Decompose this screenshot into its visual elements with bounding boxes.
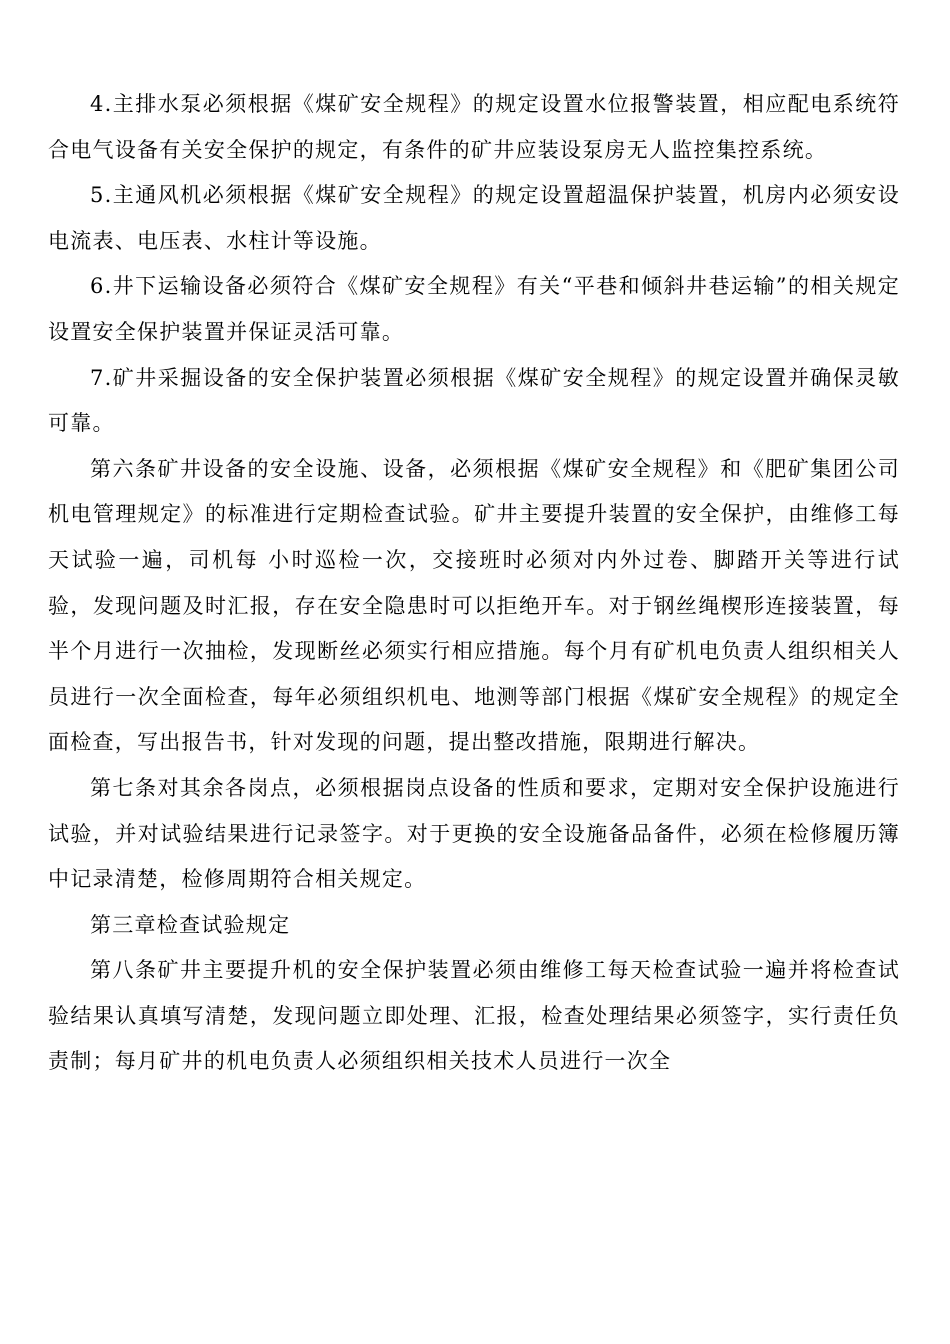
paragraph-mining-equipment: 7.矿井采掘设备的安全保护装置必须根据《煤矿安全规程》的规定设置并确保灵敏可靠。 [48, 365, 900, 436]
paragraph-article-8: 第八条矿井主要提升机的安全保护装置必须由维修工每天检查试验一遍并将检查试验结果认真填写清楚，发现问题立即处理、汇报，检查处理结果必须签字，实行责任负责制；每月矿井的机电负责人必须组织相关技术人员进行一次全 [48, 958, 900, 1074]
paragraph-article-6: 第六条矿井设备的安全设施、设备，必须根据《煤矿安全规程》和《肥矿集团公司机电管理规定》的标准进行定期检查试验。矿井主要提升装置的安全保护，由维修工每天试验一遍，司机每 小时巡检一次，交接班时必须对内外过卷、脚踏开关等进行试验，发现问题及时汇报，存在安全隐患时可以拒绝开车。对于钢丝绳楔形连接装置，每半个月进行一次抽检，发现断丝必须实行相应措施。每个月有矿机电负责人组织相关人员进行一次全面检查，每年必须组织机电、地测等部门根据《煤矿安全规程》的规定全面检查，写出报告书，针对发现的问题，提出整改措施，限期进行解决。 [48, 456, 900, 755]
chapter-heading-3: 第三章检查试验规定 [90, 912, 291, 937]
paragraph-transport-equipment: 6.井下运输设备必须符合《煤矿安全规程》有关“平巷和倾斜井巷运输”的相关规定设置安全保护装置并保证灵活可靠。 [48, 274, 900, 344]
paragraph-drainage-pump: 4.主排水泵必须根据《煤矿安全规程》的规定设置水位报警装置，相应配电系统符合电气设备有关安全保护的规定，有条件的矿井应装设泵房无人监控集控系统。 [48, 92, 900, 162]
paragraph-main-fan: 5.主通风机必须根据《煤矿安全规程》的规定设置超温保护装置，机房内必须安设电流表、电压表、水柱计等设施。 [48, 183, 900, 253]
document-page [48, 82, 900, 1085]
paragraph-article-7: 第七条对其余各岗点，必须根据岗点设备的性质和要求，定期对安全保护设施进行试验，并对试验结果进行记录签字。对于更换的安全设施备品备件，必须在检修履历簿中记录清楚，检修周期符合相关规定。 [48, 775, 900, 892]
